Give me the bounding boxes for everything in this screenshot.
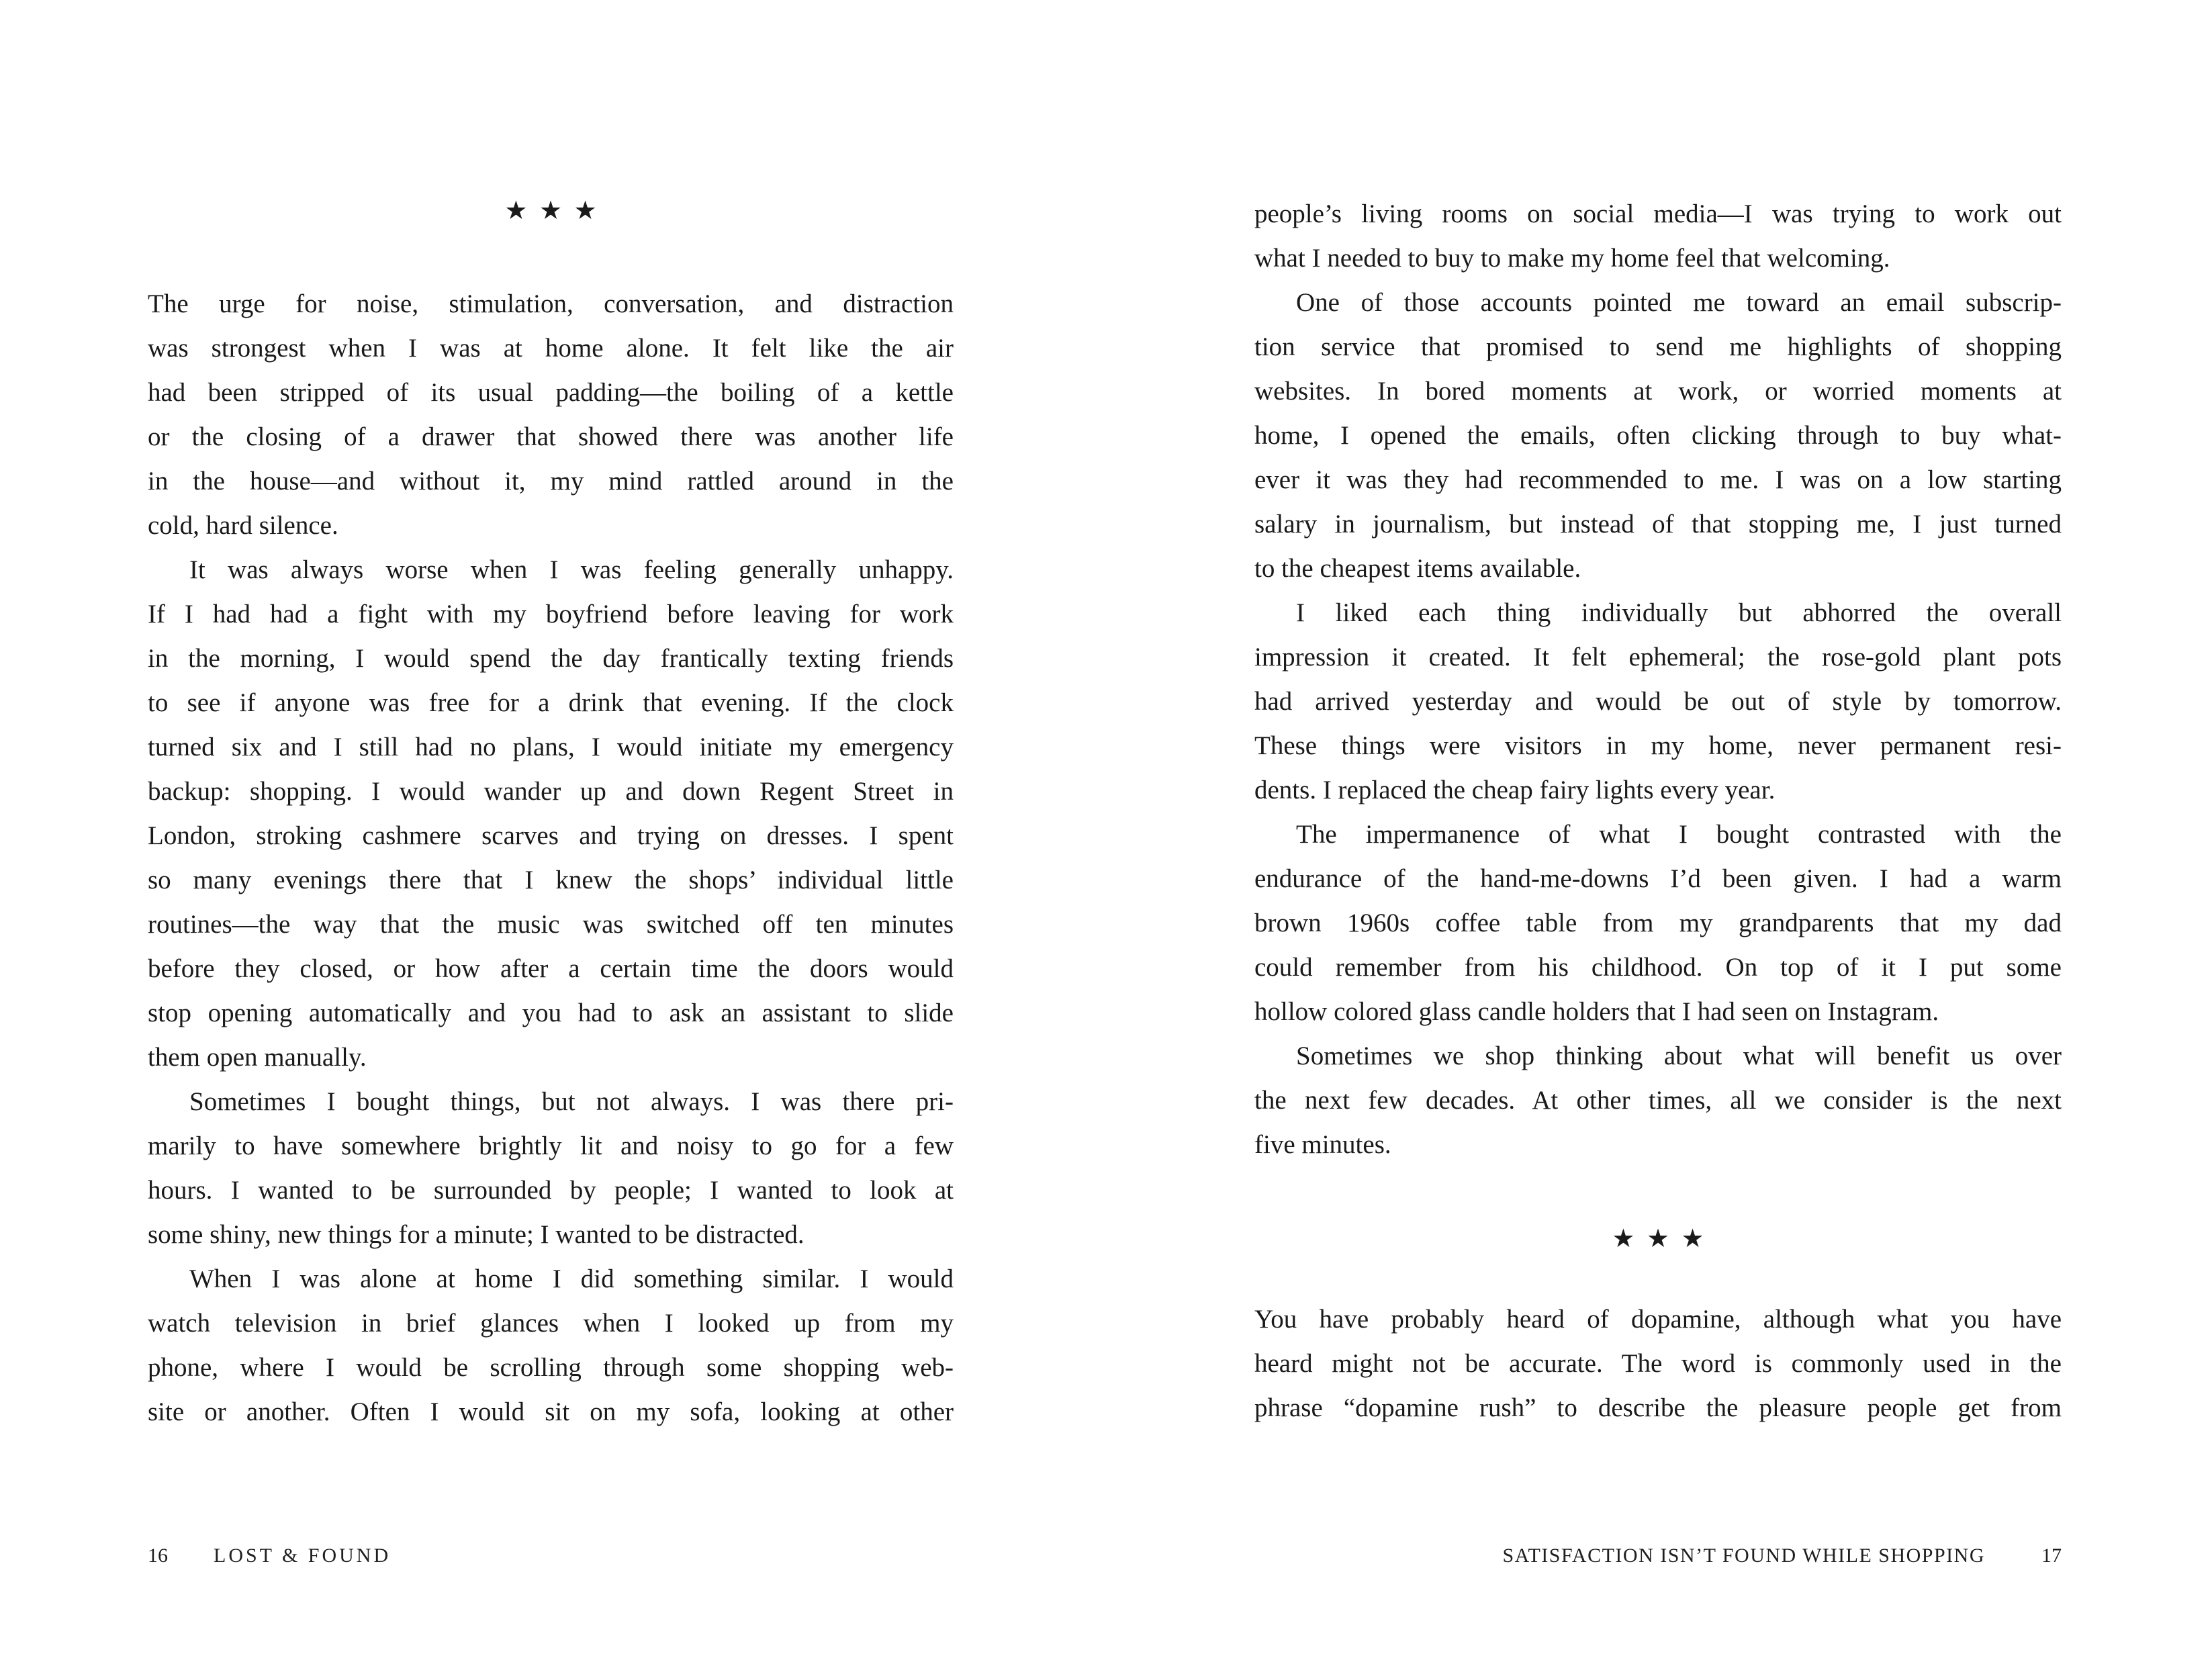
- text-line: marily to have somewhere brightly lit and noisy to go for a few: [148, 1131, 954, 1160]
- text-line: One of those accounts pointed me toward an email subscrip-: [1296, 288, 2062, 317]
- star-separator-right: ★ ★ ★: [1612, 1225, 1704, 1253]
- text-line: When I was alone at home I did something similar. I would: [189, 1264, 954, 1293]
- star-separator-left: ★ ★ ★: [504, 197, 597, 225]
- text-line: London, stroking cashmere scarves and trying on dresses. I spent: [148, 821, 954, 850]
- text-line: routines—the way that the music was switched off ten minutes: [148, 910, 954, 939]
- right-running-title: SATISFACTION ISN’T FOUND WHILE SHOPPING: [1502, 1544, 1985, 1567]
- text-line: backup: shopping. I would wander up and down Regent Street in: [148, 777, 954, 806]
- left-running-title: LOST & FOUND: [214, 1544, 391, 1567]
- text-line: in the house—and without it, my mind rattled around in the: [148, 467, 954, 496]
- text-line: salary in journalism, but instead of that stopping me, I just turned: [1254, 510, 2062, 539]
- right-page-text-block-lower: [1254, 1297, 2062, 1430]
- text-line: turned six and I still had no plans, I would initiate my emergency: [148, 733, 954, 761]
- left-page-footer: [148, 1544, 954, 1567]
- text-line: endurance of the hand-me-downs I’d been given. I had a warm: [1254, 864, 2062, 893]
- text-line: some shiny, new things for a minute; I wanted to be distracted.: [148, 1220, 804, 1249]
- text-line: could remember from his childhood. On top of it I put some: [1254, 953, 2062, 982]
- right-page-text-block-upper: [1254, 192, 2062, 1167]
- text-line: The impermanence of what I bought contrasted with the: [1296, 820, 2062, 849]
- text-line: phrase “dopamine rush” to describe the pleasure people get from: [1254, 1393, 2062, 1422]
- text-line: so many evenings there that I knew the shops’ individual little: [148, 866, 954, 894]
- text-line: Sometimes I bought things, but not always. I was there pri-: [189, 1087, 954, 1116]
- text-line: heard might not be accurate. The word is commonly used in the: [1254, 1349, 2062, 1378]
- text-line: hours. I wanted to be surrounded by people; I wanted to look at: [148, 1176, 954, 1205]
- text-line: had arrived yesterday and would be out of style by tomorrow.: [1254, 687, 2062, 716]
- text-line: to the cheapest items available.: [1254, 554, 1581, 583]
- text-line: impression it created. It felt ephemeral; the rose-gold plant pots: [1254, 643, 2062, 672]
- text-line: These things were visitors in my home, never permanent resi-: [1254, 731, 2062, 760]
- text-line: websites. In bored moments at work, or worried moments at: [1254, 377, 2062, 406]
- text-line: home, I opened the emails, often clicking through to buy what-: [1254, 421, 2062, 450]
- left-page-number: 16: [148, 1544, 168, 1567]
- text-line: watch television in brief glances when I looked up from my: [148, 1309, 954, 1338]
- text-line: The urge for noise, stimulation, conversation, and distraction: [148, 289, 954, 318]
- text-line: had been stripped of its usual padding—the boiling of a kettle: [148, 378, 954, 407]
- text-line: brown 1960s coffee table from my grandparents that my dad: [1254, 909, 2062, 937]
- text-line: dents. I replaced the cheap fairy lights every year.: [1254, 776, 1776, 804]
- text-line: Sometimes we shop thinking about what will benefit us over: [1296, 1042, 2062, 1070]
- text-line: ever it was they had recommended to me. I was on a low starting: [1254, 465, 2062, 494]
- text-line: them open manually.: [148, 1043, 367, 1072]
- text-line: If I had had a fight with my boyfriend before leaving for work: [148, 600, 954, 629]
- text-line: in the morning, I would spend the day frantically texting friends: [148, 644, 954, 673]
- text-line: stop opening automatically and you had to ask an assistant to slide: [148, 999, 954, 1027]
- text-line: the next few decades. At other times, all we consider is the next: [1254, 1086, 2062, 1115]
- text-line: site or another. Often I would sit on my sofa, looking at other: [148, 1397, 954, 1426]
- text-line: was strongest when I was at home alone. It felt like the air: [148, 334, 954, 363]
- text-line: what I needed to buy to make my home feel that welcoming.: [1254, 244, 1890, 273]
- text-line: hollow colored glass candle holders that I had seen on Instagram.: [1254, 997, 1939, 1026]
- text-line: tion service that promised to send me highlights of shopping: [1254, 332, 2062, 361]
- text-line: I liked each thing individually but abhorred the overall: [1296, 598, 2062, 627]
- text-line: to see if anyone was free for a drink that evening. If the clock: [148, 688, 954, 717]
- text-line: before they closed, or how after a certain time the doors would: [148, 954, 954, 983]
- text-line: It was always worse when I was feeling generally unhappy.: [189, 555, 954, 584]
- text-line: cold, hard silence.: [148, 511, 338, 540]
- left-page-text-block: [148, 282, 954, 1434]
- right-page-number: 17: [2041, 1544, 2062, 1567]
- text-line: people’s living rooms on social media—I was trying to work out: [1254, 199, 2062, 228]
- text-line: phone, where I would be scrolling through some shopping web-: [148, 1353, 954, 1382]
- text-line: or the closing of a drawer that showed there was another life: [148, 422, 954, 451]
- right-page-footer: [1254, 1544, 2062, 1567]
- text-line: five minutes.: [1254, 1130, 1391, 1159]
- text-line: You have probably heard of dopamine, although what you have: [1254, 1305, 2062, 1334]
